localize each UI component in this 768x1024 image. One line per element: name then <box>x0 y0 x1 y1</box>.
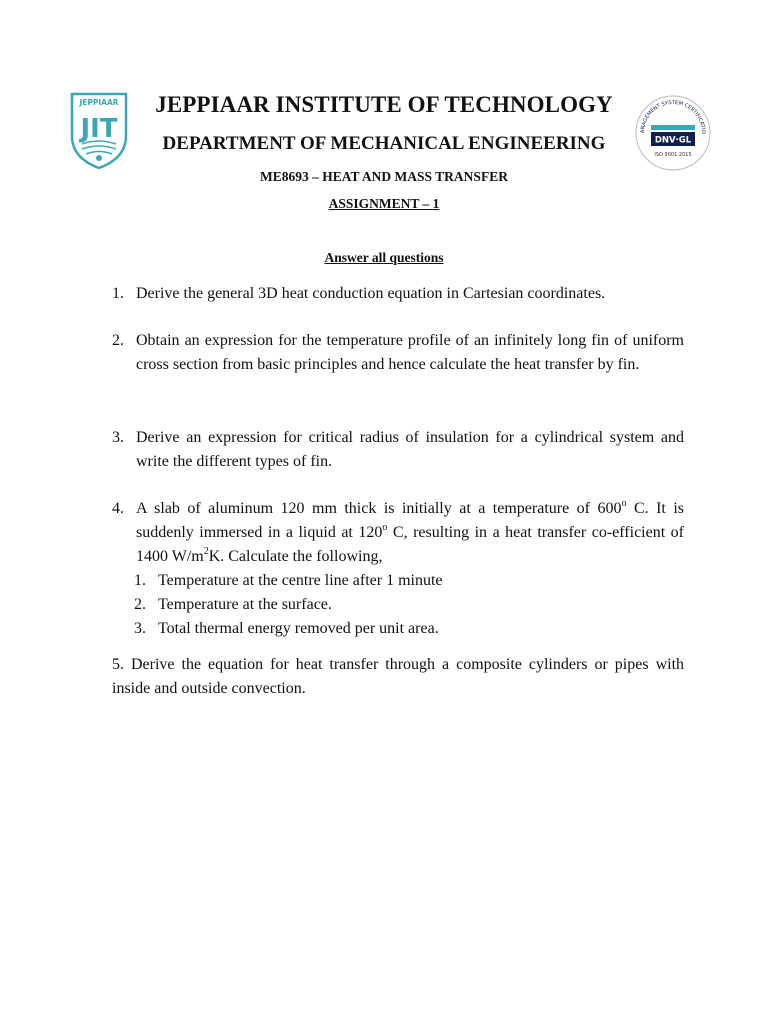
question-text <box>136 497 684 569</box>
question-text-part: A slab of aluminum 120 mm thick is initially at a temperature of 600 <box>136 500 622 517</box>
sub-item-text: Temperature at the surface. <box>158 596 332 613</box>
course-title: ME8693 – HEAT AND MASS TRANSFER <box>260 169 508 184</box>
sub-item-text: Total thermal energy removed per unit area. <box>158 620 439 637</box>
question-text: Derive an expression for critical radius of insulation for a cylindrical system and write the different types of fin. <box>136 429 684 470</box>
question-text: Obtain an expression for the temperature profile of an infinitely long fin of uniform cross section from basic principles and hence calculate the heat transfer by fin. <box>136 332 684 373</box>
degree-superscript: o <box>382 521 388 533</box>
logo-right-arc-text: ANAGEMENT SYSTEM CERTIFICATIO <box>639 99 707 134</box>
question-number: 1. <box>112 285 124 302</box>
squared-superscript: 2 <box>203 545 209 557</box>
question-text-part: K. Calculate the following, <box>208 548 383 565</box>
logo-right-standard: ISO 9001:2015 <box>654 152 692 158</box>
sub-item-text: Temperature at the centre line after 1 minute <box>158 572 443 589</box>
question-2 <box>112 329 684 377</box>
question-text-part: C, resulting in a heat transfer co-efficient of 1400 W/m <box>136 524 684 565</box>
instruction-text: Answer all questions <box>324 250 444 265</box>
question-3 <box>112 426 684 474</box>
department-title: DEPARTMENT OF MECHANICAL ENGINEERING <box>162 133 606 154</box>
question-text: Derive the equation for heat transfer through a composite cylinders or pipes with inside and outside convection. <box>112 656 685 697</box>
logo-left-mark: JIT <box>80 114 118 144</box>
logo-right-brand: DNV·GL <box>654 135 692 146</box>
question-number: 4. <box>112 500 124 517</box>
question-1 <box>112 282 684 306</box>
assignment-title: ASSIGNMENT – 1 <box>328 196 440 211</box>
sub-item <box>134 569 684 593</box>
logo-left-text: JEPPIAAR <box>79 98 119 107</box>
sub-item-number: 1. <box>134 572 146 589</box>
degree-superscript: o <box>621 497 627 509</box>
sub-item <box>134 617 684 641</box>
question-number: 2. <box>112 332 124 349</box>
question-text-part: C. It is suddenly immersed in a liquid at 120 <box>136 500 684 541</box>
question-4 <box>112 497 684 641</box>
sub-item-number: 2. <box>134 596 146 613</box>
question-number: 3. <box>112 429 124 446</box>
institute-title: JEPPIAAR INSTITUTE OF TECHNOLOGY <box>155 92 613 117</box>
question-text: Derive the general 3D heat conduction equation in Cartesian coordinates. <box>136 285 606 302</box>
question-5 <box>112 653 684 701</box>
question-number: 5. <box>112 656 124 673</box>
sub-item-number: 3. <box>134 620 146 637</box>
sub-item <box>134 593 684 617</box>
